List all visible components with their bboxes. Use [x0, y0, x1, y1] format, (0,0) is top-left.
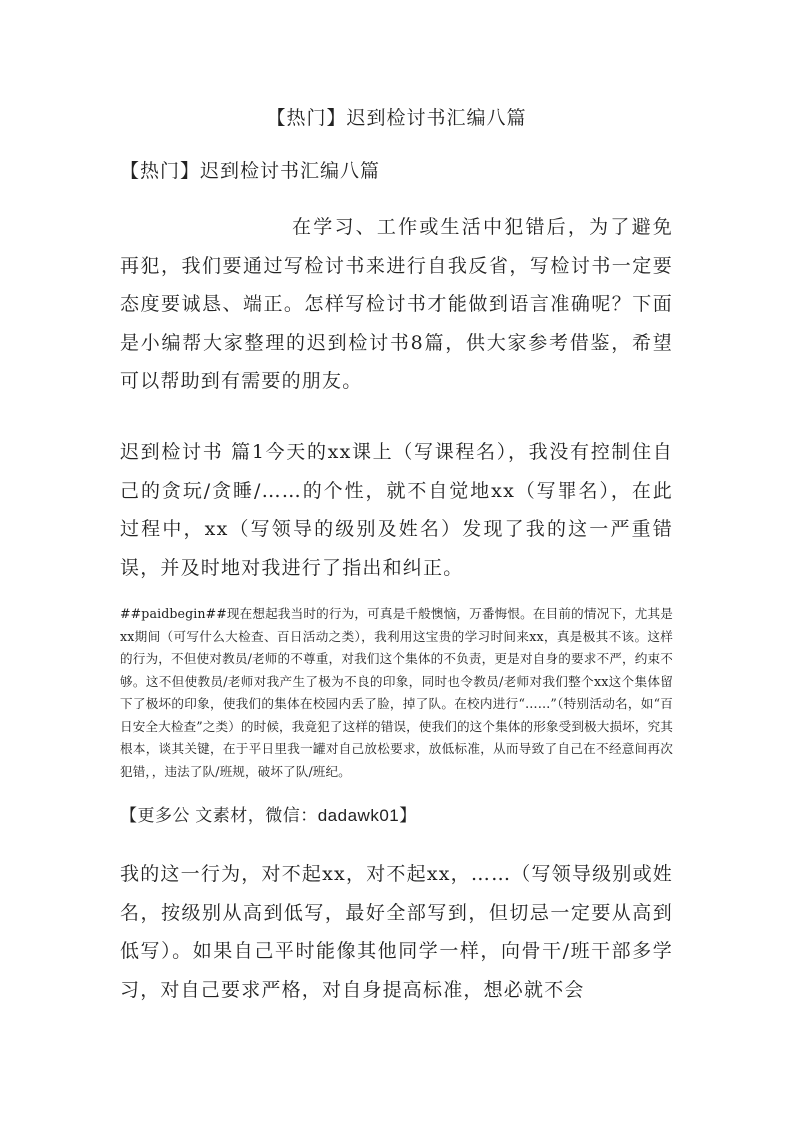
- paragraph-1: 迟到检讨书 篇1今天的xx课上（写课程名），我没有控制住自己的贪玩/贪睡/……的个性，就不自觉地xx（写罪名），在此过程中，xx（写领导的级别及姓名）发现了我的这一严重错误，并及时地对我进行了指出和纠正。: [120, 441, 673, 579]
- intro-paragraph: 在学习、工作或生活中犯错后，为了避免再犯，我们要通过写检讨书来进行自我反省，写检讨书一定要态度要诚恳、端正。怎样写检讨书才能做到语言准确呢？下面是小编帮大家整理的迟到检讨书8篇，供大家参考借鉴，希望可以帮助到有需要的朋友。: [120, 216, 673, 392]
- more-materials-line: 【更多公 文素材，微信：dadawk01】: [120, 806, 417, 825]
- section-heading: 【热门】迟到检讨书汇编八篇: [120, 160, 381, 182]
- document-title: 【热门】迟到检讨书汇编八篇: [266, 107, 527, 129]
- paragraph-2: 我的这一行为，对不起xx，对不起xx，……（写领导级别或姓名，按级别从高到低写，最好全部写到，但切忌一定要从高到低写）。如果自己平时能像其他同学一样，向骨干/班干部多学习，对自己要求严格，对自身提高标准，想必就不会: [120, 863, 673, 1001]
- small-print-paragraph: ##paidbegin##现在想起我当时的行为，可真是千般懊恼，万番悔恨。在目前的情况下，尤其是xx期间（可写什么大检查、百日活动之类），我利用这宝贵的学习时间来xx，真是极其不该。这样的行为，不但使对教员/老师的不尊重，对我们这个集体的不负责，更是对自身的要求不严，约束不够。这不但使教员/老师对我产生了极为不良的印象，同时也令教员/老师对我们整个xx这个集体留下了极坏的印象，使我们的集体在校园内丢了脸，掉了队。在校内进行“……”（特别活动名，如“百日安全大检查”之类）的时候，我竟犯了这样的错误，使我们的这个集体的形象受到极大损坏，究其根本，谈其关键，在于平日里我一罐对自己放松要求，放低标准，从而导致了自己在不经意间再次犯错，，违法了队/班规，破坏了队/班纪。: [120, 606, 673, 779]
